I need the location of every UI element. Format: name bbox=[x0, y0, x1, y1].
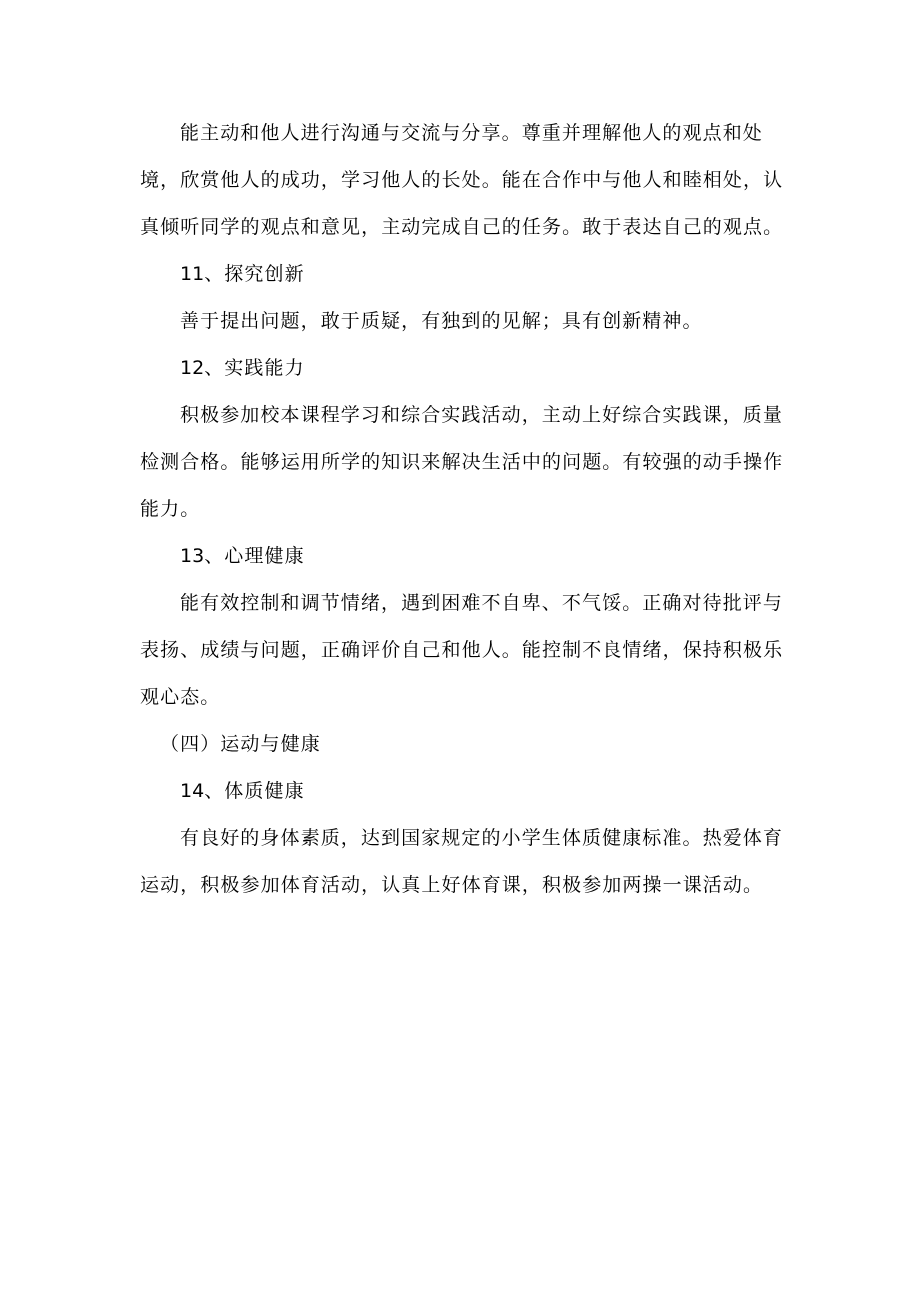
heading-text: 、探究创新 bbox=[204, 263, 305, 285]
heading-14 bbox=[140, 768, 788, 815]
heading-number: 14 bbox=[180, 780, 205, 802]
heading-12 bbox=[140, 345, 788, 392]
heading-text: 、实践能力 bbox=[204, 357, 305, 379]
heading-text: 、体质健康 bbox=[204, 780, 305, 802]
heading-number: 12 bbox=[180, 357, 205, 379]
paragraph-mental-health: 能有效控制和调节情绪，遇到困难不自卑、不气馁。正确对待批评与表扬、成绩与问题，正确评价自己和他人。能控制不良情绪，保持积极乐观心态。 bbox=[140, 592, 784, 708]
heading-11 bbox=[140, 251, 788, 298]
heading-number: 11 bbox=[180, 263, 205, 285]
document-body bbox=[140, 110, 788, 909]
heading-13 bbox=[140, 533, 788, 580]
paragraph-communication: 能主动和他人进行沟通与交流与分享。尊重并理解他人的观点和处境，欣赏他人的成功，学习他人的长处。能在合作中与他人和睦相处，认真倾听同学的观点和意见，主动完成自己的任务。敢于表达自己的观点。 bbox=[140, 122, 784, 238]
heading-number: 13 bbox=[180, 545, 205, 567]
section-heading-text: （四）运动与健康 bbox=[160, 733, 321, 755]
section-heading-sports bbox=[140, 721, 788, 768]
heading-text: 、心理健康 bbox=[204, 545, 305, 567]
paragraph-physical-health: 有良好的身体素质，达到国家规定的小学生体质健康标准。热爱体育运动，积极参加体育活动，认真上好体育课，积极参加两操一课活动。 bbox=[140, 827, 784, 896]
paragraph-innovation: 善于提出问题，敢于质疑，有独到的见解；具有创新精神。 bbox=[180, 310, 703, 332]
paragraph-practice: 积极参加校本课程学习和综合实践活动，主动上好综合实践课，质量检测合格。能够运用所学的知识来解决生活中的问题。有较强的动手操作能力。 bbox=[140, 404, 784, 520]
